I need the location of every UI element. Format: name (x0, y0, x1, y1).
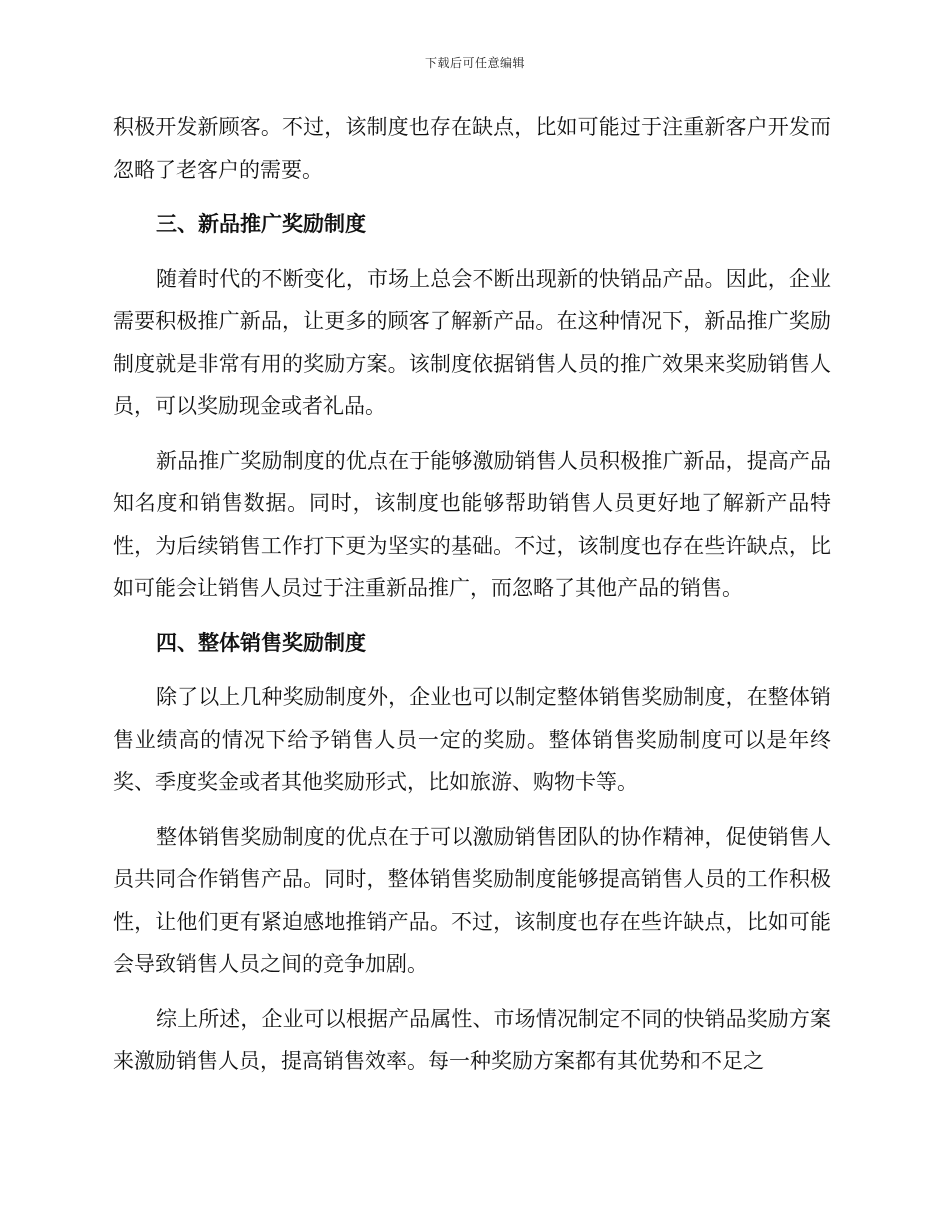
section-heading-3: 三、新品推广奖励制度 (156, 211, 366, 236)
paragraph-overall-sales-intro: 除了以上几种奖励制度外，企业也可以制定整体销售奖励制度，在整体销售业绩高的情况下给予销售人员一定的奖励。整体销售奖励制度可以是年终奖、季度奖金或者其他奖励形式，比如旅游、购物卡等。 (113, 685, 831, 794)
paragraph-new-product-intro: 随着时代的不断变化，市场上总会不断出现新的快销品产品。因此，企业需要积极推广新品，让更多的顾客了解新产品。在这种情况下，新品推广奖励制度就是非常有用的奖励方案。该制度依据销售人员的推广效果来奖励销售人员，可以奖励现金或者礼品。 (113, 266, 831, 418)
paragraph-conclusion: 综上所述，企业可以根据产品属性、市场情况制定不同的快销品奖励方案来激励销售人员，提高销售效率。每一种奖励方案都有其优势和不足之 (113, 1006, 831, 1073)
page-header: 下载后可任意编辑 (424, 56, 525, 70)
section-heading-4: 四、整体销售奖励制度 (156, 629, 366, 655)
document-body (113, 106, 831, 1095)
paragraph-continuation: 积极开发新顾客。不过，该制度也存在缺点，比如可能过于注重新客户开发而忽略了老客户的需要。 (113, 115, 831, 182)
paragraph-overall-sales-pros-cons: 整体销售奖励制度的优点在于可以激励销售团队的协作精神，促使销售人员共同合作销售产品。同时，整体销售奖励制度能够提高销售人员的工作积极性，让他们更有紧迫感地推销产品。不过，该制度也存在些许缺点，比如可能会导致销售人员之间的竞争加剧。 (113, 824, 831, 976)
paragraph-new-product-pros-cons: 新品推广奖励制度的优点在于能够激励销售人员积极推广新品，提高产品知名度和销售数据。同时，该制度也能够帮助销售人员更好地了解新产品特性，为后续销售工作打下更为坚实的基础。不过，该制度也存在些许缺点，比如可能会让销售人员过于注重新品推广，而忽略了其他产品的销售。 (113, 448, 831, 600)
